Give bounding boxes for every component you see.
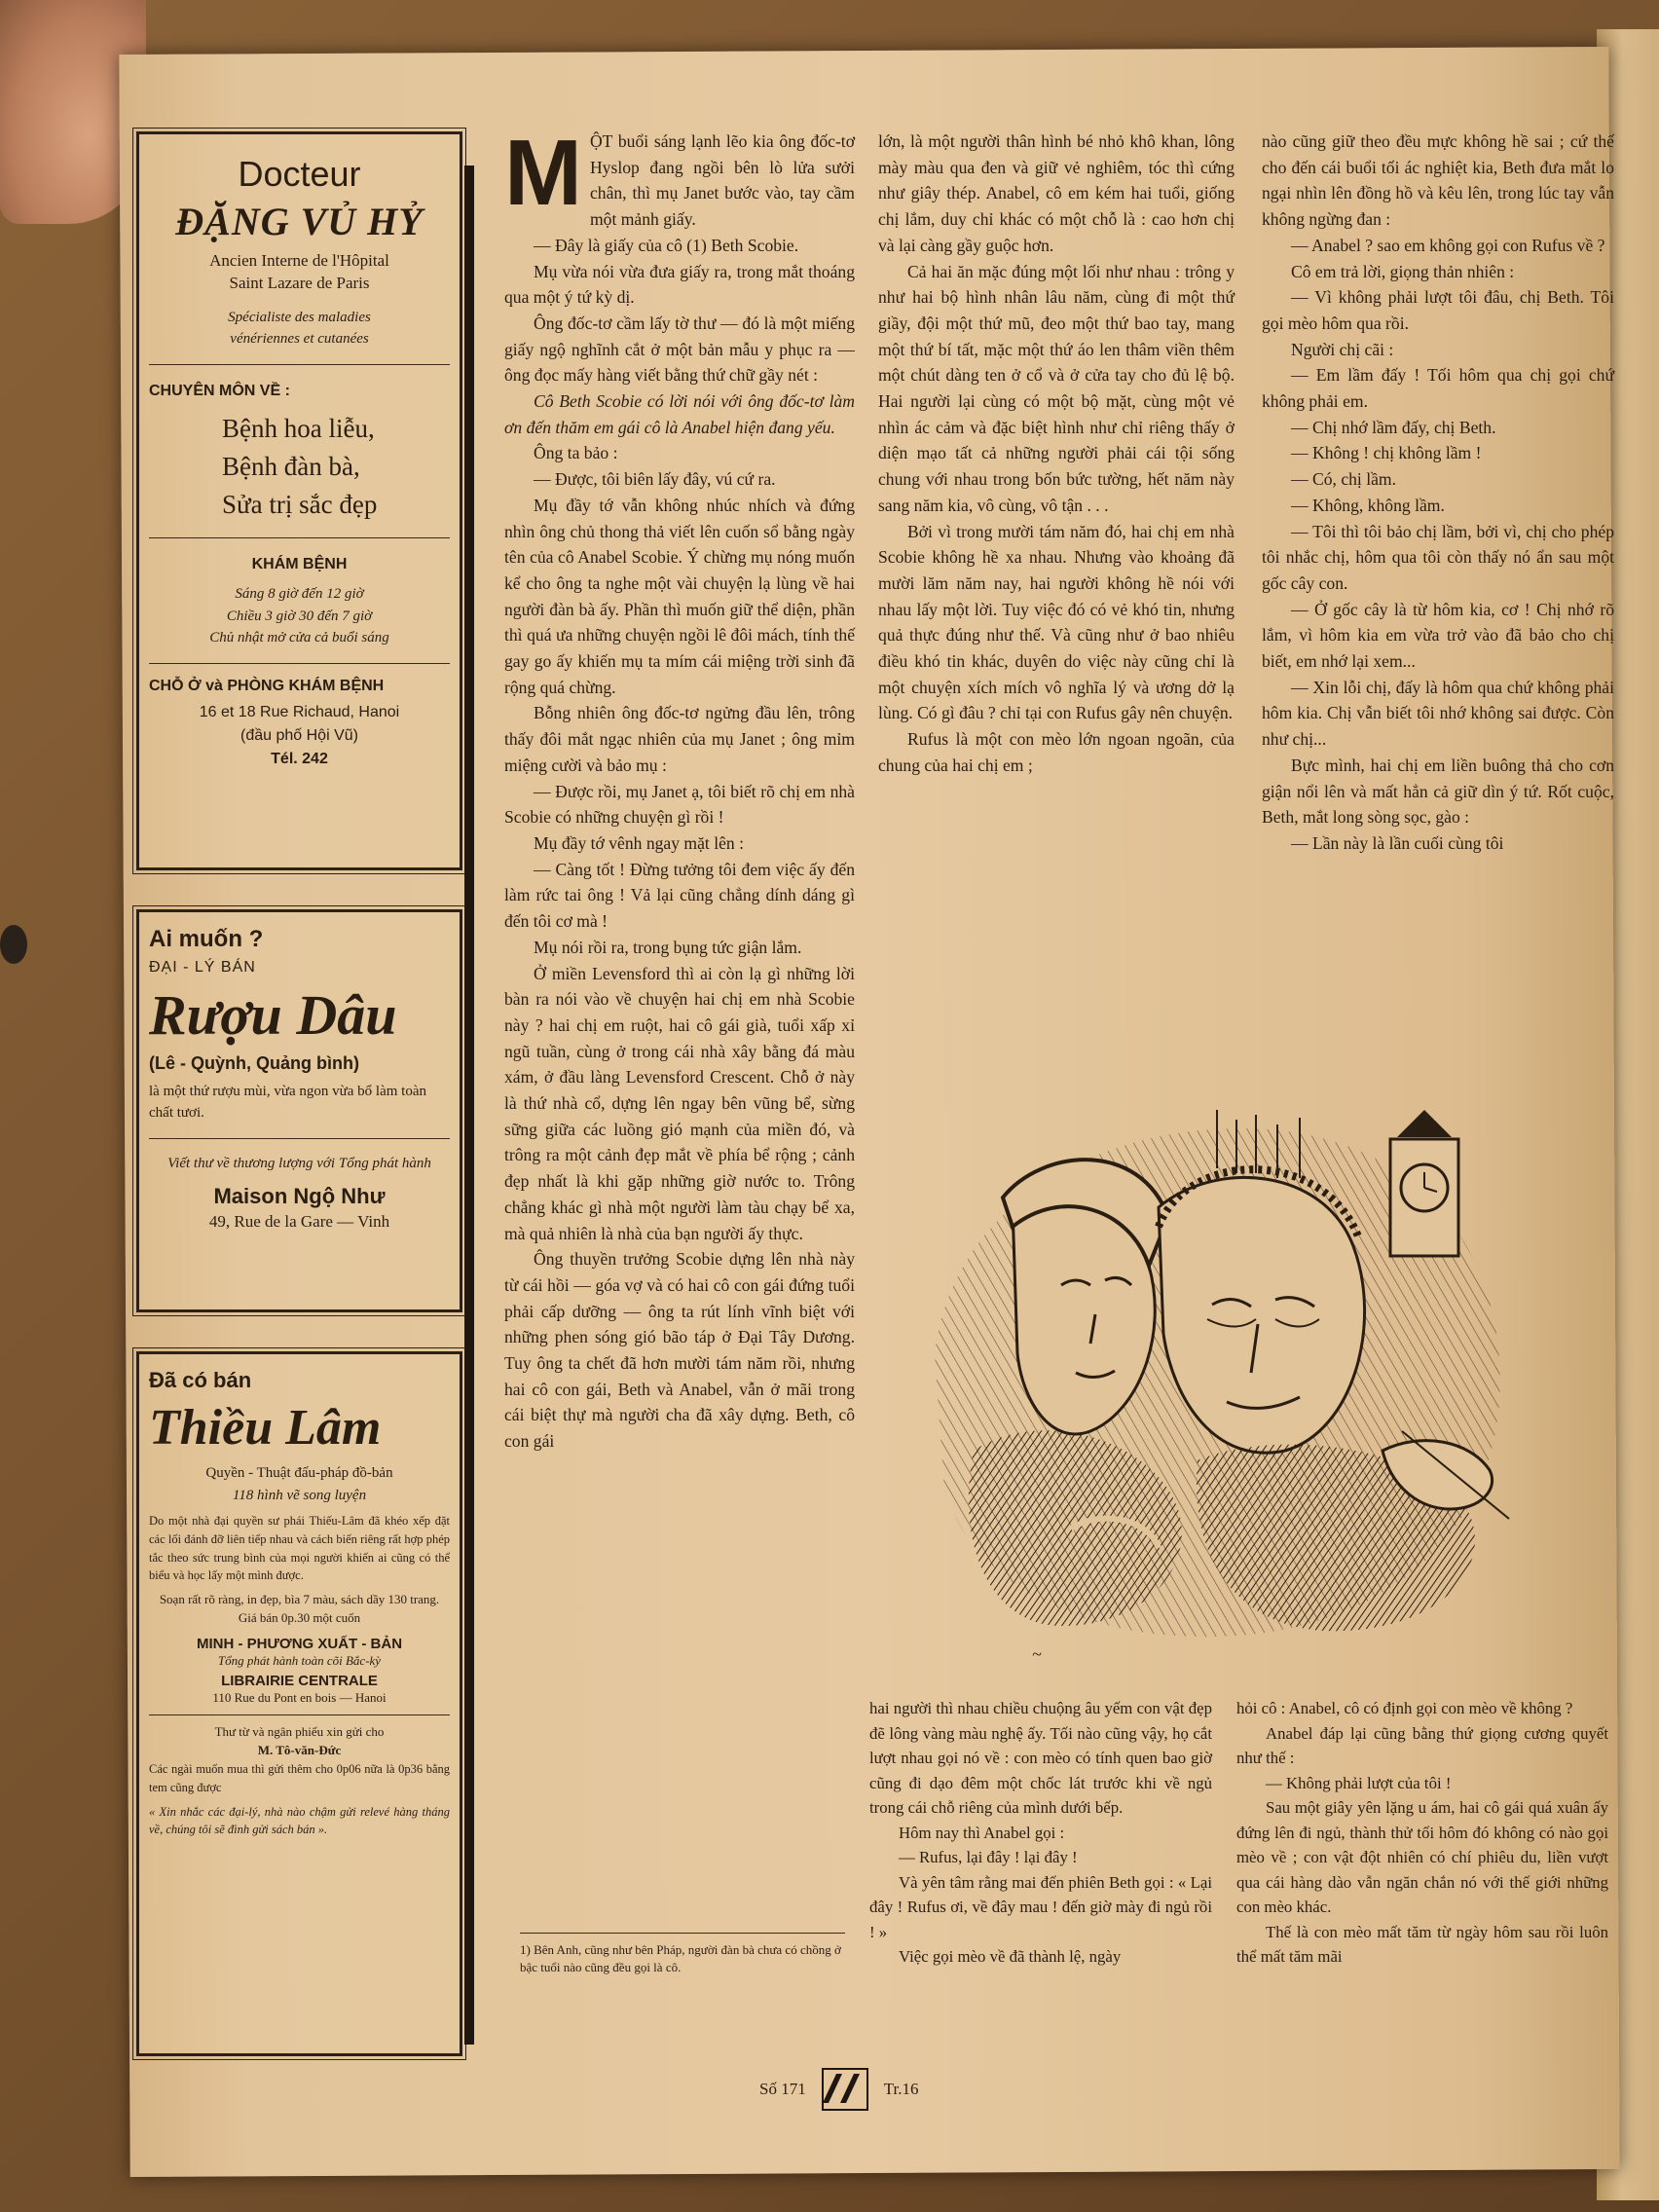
paragraph: ỘT buổi sáng lạnh lẽo kia ông đốc-tơ Hyslop đang ngồi bên lò lửa sưởi chân, thì mụ Janet bước vào, tay cầm một mảnh giấy. (589, 131, 855, 230)
ad-specialty-2: vénériennes et cutanées (230, 331, 369, 348)
paragraph: Cô Beth Scobie có lời nói với ông đốc-tơ làm ơn đến thăm em gái cô là Anabel hiện đang yếu. (504, 391, 855, 437)
paragraph: lớn, là một người thân hình bé nhỏ khô khan, lông mày màu qua đen và giữ vẻ nghiêm, tóc thì cứng như giây thép. Anabel, cô em kém hai tuổi, giống chị lắm, duy chỉ khác có một chỗ là : cao hơn chị và lại càng gầy guộc hơn. (878, 131, 1235, 255)
paragraph: nào cũng giữ theo đều mực không hề sai ; cứ thế cho đến cái buổi tối ác nghiệt kia, Beth đưa mắt lo ngại nhìn lên đồng hồ và kêu lên, trong lúc tay vẫn không ngừng đan : (1262, 131, 1614, 230)
paragraph: — Đây là giấy của cô (1) Beth Scobie. (534, 235, 799, 255)
paragraph: — Anabel ? sao em không gọi con Rufus về ? (1291, 235, 1605, 255)
page-folio (759, 2068, 954, 2111)
ad-wine-desc: là một thứ rượu mùi, vừa ngon vừa bổ làm toàn chất tươi. (149, 1084, 426, 1121)
ad-mail-name: M. Tô-văn-Đức (257, 1743, 342, 1758)
column-3-text (1262, 129, 1614, 857)
paragraph: Mụ đầy tớ vẫn không nhúc nhích và đứng nhìn ông chủ thong thả viết lên cuốn sổ bằng ngày tên của cô Anabel Scobie. Ý chừng mụ nóng muốn kể cho ông ta nghe một vài chuyện lạ lùng về hai người đàn bà ấy. Phần thì muốn giữ thể diện, phần thì quá ưa những chuyện ngồi lê đôi mách, tính thế gay go ấy khiến mụ ta mím cái miệng trời sinh đã rộng quá chừng. (504, 495, 855, 697)
paragraph: Bởi vì trong mười tám năm đó, hai chị em nhà Scobie không hề xa nhau. Nhưng vào khoảng đã mười lăm năm nay, hai người không hề nói với nhau lấy một lời. Tuy việc đó có vẻ khó tin, nhưng quả thực đúng như thế. Và cũng như ở bao nhiêu điều khó tin khác, duyên do việc này cũng chỉ là một chuyện xích mích vô nghĩa lý và ương dở lạ lùng. Có gì đâu ? chỉ tại con Rufus gây nên chuyện. (878, 521, 1235, 723)
ad-service-2: Bệnh đàn bà, (222, 452, 360, 482)
article-column-2 (878, 129, 1235, 779)
illustration-two-women (915, 1081, 1529, 1675)
paragraph: Anabel đáp lại cũng bằng thứ giọng cương quyết như thế : (1236, 1723, 1608, 1767)
wall-clock-icon (1390, 1110, 1458, 1256)
paragraph: — Lần này là lần cuối cùng tôi (1291, 832, 1504, 853)
paragraph: Ông ta bảo : (534, 443, 618, 463)
paragraph: Hôm nay thì Anabel gọi : (899, 1823, 1065, 1842)
ad-doctor-name: ĐẶNG VỦ HỶ (175, 200, 424, 243)
ad-book-desc: Do một nhà đại quyền sư phái Thiếu-Lâm đã khéo xếp đặt các lối đánh đỡ liên tiếp nhau và cách biến riêng rất hợp phép tắc theo sức trung bình của mọi người khiến ai cũng có thể biểu và học lấy một mình được. (149, 1514, 450, 1583)
article-column-3-bottom (1236, 1696, 1608, 1970)
ad-note: « Xin nhắc các đại-lý, nhà nào chậm gửi relevé hàng tháng về, chúng tôi sẽ đình gửi sách bán ». (149, 1804, 450, 1837)
paragraph: Cả hai ăn mặc đúng một lối như nhau : trông y như hai bộ hình nhân lâu năm, cùng đi một thứ giầy, đội một thứ mũ, đeo một thứ bao tay, mang một thứ bí tất, mặc một thứ áo len thâm viền thêm một chút dàng ten ở cổ và ở cửa tay cho đủ lệ bộ. Hai người lại cùng có một bộ mặt, cùng một vẻ nhìn ác cảm và đặc biệt hình như chỉ riêng thấy ở diện mạo tất cả những người phải cái tội sống chung với nhau trong bốn bức tường, hết năm này sang năm kia, vô cùng, vô tận . . . (878, 261, 1235, 515)
paragraph: Người chị cãi : (1291, 339, 1394, 359)
ad-ruou-dau: Rượu Dâu (149, 983, 397, 1047)
paragraph: — Được, tôi biên lấy đây, vú cứ ra. (534, 469, 776, 490)
paragraph: Ở miền Levensford thì ai còn lạ gì những lời bàn ra nói vào về chuyện hai chị em nhà Scobie này ? hai chị em ruột, hai cô gái già, tuổi xấp xỉ ngũ tuần, cùng ở trong cái nhà xây bằng đá màu xám, ở đầu làng Levensford Crescent. Chỗ ở này là thứ nhà cổ, dựng lên ngay bên vũng bể, sừng sững giữa các luồng gió mạnh của miền đó, và trông ra một cảnh đẹp mắt về phía bể rộng ; cảnh đẹp nhất là khi gặp những giờ nước to. Trông chẳng khác gì nhà một người làm tàu chạy bể xa, mà quả nhiên là nhà của bạn người ấy thực. (504, 963, 855, 1243)
paragraph: hai người thì nhau chiều chuộng âu yếm con vật đẹp đẽ lông vàng màu nghệ ấy. Tối nào cũng vậy, họ cắt lượt nhau gọi nó về : con mèo có tính quen bao giờ cũng đi dạo đêm một chốc lát trước khi về ngủ trong cái chỗ riêng của mình dưới bếp. (869, 1699, 1212, 1817)
ad-kham-benh: KHÁM BỆNH (251, 556, 348, 573)
paragraph: — Không phải lượt của tôi ! (1266, 1773, 1452, 1792)
ad-address-1: 16 et 18 Rue Richaud, Hanoi (199, 703, 400, 720)
issue-number: Số 171 (759, 2080, 806, 2098)
ad-hours-1: Sáng 8 giờ đến 12 giờ (235, 586, 364, 603)
paragraph: Rufus là một con mèo lớn ngoan ngoãn, của chung của hai chị em ; (878, 729, 1235, 775)
ad-hours-3: Chủ nhật mở cửa cả buổi sáng (209, 630, 389, 646)
column-2-text (878, 129, 1235, 779)
ad-dai-ly: ĐẠI - LÝ BÁN (149, 959, 256, 976)
paragraph: Mụ vừa nói vừa đưa giấy ra, trong mắt thoáng qua một ý tứ kỳ dị. (504, 261, 855, 308)
paragraph: Sau một giây yên lặng u ám, hai cô gái quá xuân ấy đứng lên đi ngủ, thành thử tối hôm đó không có nào gọi mèo về ; con vật đột nhiên có chí phiêu du, liền vượt qua cái hàng dào vẫn ngăn chắn nó với thế giới những con mèo khác. (1236, 1798, 1608, 1916)
paragraph: Bực mình, hai chị em liền buông thả cho cơn giận nổi lên và mất hẳn cả giữ dìn ý tứ. Rốt cuộc, Beth, mắt long sòng sọc, gào : (1262, 755, 1614, 828)
ad-postage: Các ngài muốn mua thì gửi thêm cho 0p06 nữa là 0p36 bằng tem cũng được (149, 1762, 450, 1794)
ad-maison: Maison Ngộ Như (213, 1184, 386, 1208)
ad-ai-muon: Ai muốn ? (149, 926, 264, 952)
ad-lib-address: 110 Rue du Pont en bois — Hanoi (212, 1689, 387, 1705)
ad-wine-address: 49, Rue de la Gare — Vinh (208, 1212, 390, 1231)
ad-doctor-subtitle-2: Saint Lazare de Paris (229, 273, 370, 292)
article-column-3 (1262, 129, 1614, 857)
paragraph: — Ở gốc cây là từ hôm kia, cơ ! Chị nhớ rõ lắm, vì hôm kia em vừa trở vào đã bảo cho chị biết, em nhớ lại xem... (1262, 599, 1614, 672)
ad-specialty-1: Spécialiste des maladies (228, 309, 371, 325)
paragraph: hỏi cô : Anabel, cô có định gọi con mèo về không ? (1236, 1699, 1573, 1717)
ad-service-3: Sửa trị sắc đẹp (222, 490, 378, 520)
binder-ring (0, 925, 27, 964)
ad-doctor-subtitle-1: Ancien Interne de l'Hôpital (209, 251, 389, 270)
column-rule (464, 166, 474, 2045)
page-number: Tr.16 (883, 2080, 919, 2098)
article-column-1 (504, 121, 855, 1455)
paragraph: — Được rồi, mụ Janet ạ, tôi biết rõ chị em nhà Scobie có những chuyện gì rồi ! (504, 781, 855, 828)
paragraph: Và yên tâm rằng mai đến phiên Beth gọi : « Lại đây ! Rufus ơi, về đây mau ! đến giờ mày đi ngủ rồi ! » (869, 1872, 1212, 1941)
column-2b-text (869, 1696, 1212, 1970)
paragraph: — Rufus, lại đây ! lại đây ! (899, 1848, 1078, 1866)
ad-service-1: Bệnh hoa liễu, (222, 413, 375, 443)
paragraph: Ông thuyền trưởng Scobie dựng lên nhà này từ cái hồi — góa vợ và có hai cô con gái đứng tuổi phải cấp dưỡng — ông ta rút lính vĩnh biệt với những phen sóng gió bão táp ở Đại Tây Dương. Tuy ông ta chết đã hơn mười tám năm rồi, nhưng hai cô con gái, Beth và Anabel, vẫn ở mãi trong cái biệt thự mà người cha đã xây dựng. Beth, cô con gái (504, 1249, 855, 1452)
column-1-text (504, 121, 855, 1455)
paragraph: — Không, không lầm. (1291, 495, 1445, 515)
ad-mail-to: Thư từ và ngân phiếu xin gửi cho (214, 1724, 385, 1740)
ad-chuyen-mon: CHUYÊN MÔN VỀ : (149, 382, 290, 399)
paragraph: — Xin lỗi chị, đấy là hôm qua chứ không phải hôm kia. Chị vẫn biết tôi nhớ không sai được. Còn như chị... (1262, 677, 1614, 750)
ad-da-co-ban: Đã có bán (149, 1368, 252, 1392)
paragraph: — Em lầm đấy ! Tối hôm qua chị gọi chứ không phải em. (1262, 365, 1614, 412)
ad-address-3: Tél. 242 (271, 750, 328, 767)
drop-cap: M (504, 121, 582, 225)
ad-address-title: CHỖ Ở và PHÒNG KHÁM BỆNH (149, 677, 385, 694)
paragraph: Việc gọi mèo về đã thành lệ, ngày (899, 1947, 1122, 1966)
ad-hours-2: Chiều 3 giờ 30 đến 7 giờ (226, 608, 373, 624)
ad-address-2: (đầu phố Hội Vũ) (240, 726, 358, 744)
paragraph: Ông đốc-tơ cầm lấy tờ thư — đó là một miếng giấy ngộ nghĩnh cắt ở một bản mẫu y phục ra — ông đọc mấy hàng viết bằng thứ chữ gầy nét : (504, 313, 855, 386)
magazine-logo-icon (822, 2068, 868, 2111)
ad-thieu-lam: Thiều Lâm (149, 1400, 382, 1456)
ad-docteur-label: Docteur (238, 154, 361, 194)
ad-librairie: LIBRAIRIE CENTRALE (221, 1672, 378, 1689)
paragraph: — Tôi thì tôi bảo chị lầm, bởi vì, chị cho phép tôi nhắc chị, hôm qua tôi còn thấy nó ẩn sau một gốc cây con. (1262, 521, 1614, 593)
paragraph: — Không ! chị không lầm ! (1291, 443, 1482, 463)
ad-book-price: Giá bán 0p.30 một cuốn (238, 1609, 361, 1625)
doctor-ad (136, 131, 462, 870)
ad-book-print: Soạn rất rõ ràng, in đẹp, bìa 7 màu, sách dầy 130 trang. (159, 1592, 440, 1606)
ad-wine-contact: Viết thư về thương lượng với Tổng phát hành (167, 1155, 431, 1171)
article-column-2-bottom (869, 1696, 1212, 1970)
wine-ad (136, 909, 462, 1312)
ad-wine-origin: (Lê - Quỳnh, Quảng bình) (149, 1053, 359, 1073)
paragraph: Thế là con mèo mất tăm từ ngày hôm sau rồi luôn thể mất tăm mãi (1236, 1922, 1608, 1966)
paragraph: — Chị nhớ lầm đấy, chị Beth. (1291, 417, 1496, 437)
ad-book-sub2: 118 hình vẽ song luyện (232, 1487, 367, 1503)
book-ad (136, 1351, 462, 2056)
ad-book-sub1: Quyền - Thuật đấu-pháp đồ-bản (205, 1465, 393, 1481)
paragraph: Mụ đầy tớ vênh ngay mặt lên : (534, 832, 744, 853)
footnote: 1) Bên Anh, cũng như bên Pháp, người đàn bà chưa có chồng ở bậc tuổi nào cũng đều gọi là cô. (520, 1933, 845, 1976)
paragraph: — Càng tốt ! Đừng tưởng tôi đem việc ấy đến làm rức tai ông ! Vả lại cũng chẳng dính dáng gì đến tôi cơ mà ! (504, 859, 855, 932)
paragraph: Bỗng nhiên ông đốc-tơ ngửng đầu lên, trông thấy đôi mắt ngạc nhiên của mụ Janet ; ông mỉm miệng cười và bảo mụ : (504, 703, 855, 775)
ad-distributor: Tổng phát hành toàn cõi Bắc-kỳ (217, 1652, 382, 1668)
paragraph: Cô em trả lời, giọng thản nhiên : (1291, 261, 1515, 281)
ad-publisher: MINH - PHƯƠNG XUẤT - BẢN (196, 1635, 403, 1652)
paragraph: Mụ nói rồi ra, trong bụng tức giận lắm. (534, 937, 802, 957)
paragraph: — Có, chị lầm. (1291, 469, 1396, 490)
column-3b-text (1236, 1696, 1608, 1970)
svg-text:~: ~ (1032, 1644, 1042, 1664)
paragraph: — Vì không phải lượt tôi đâu, chị Beth. Tôi gọi mèo hôm qua rồi. (1262, 287, 1614, 333)
ads-column (136, 131, 462, 2095)
